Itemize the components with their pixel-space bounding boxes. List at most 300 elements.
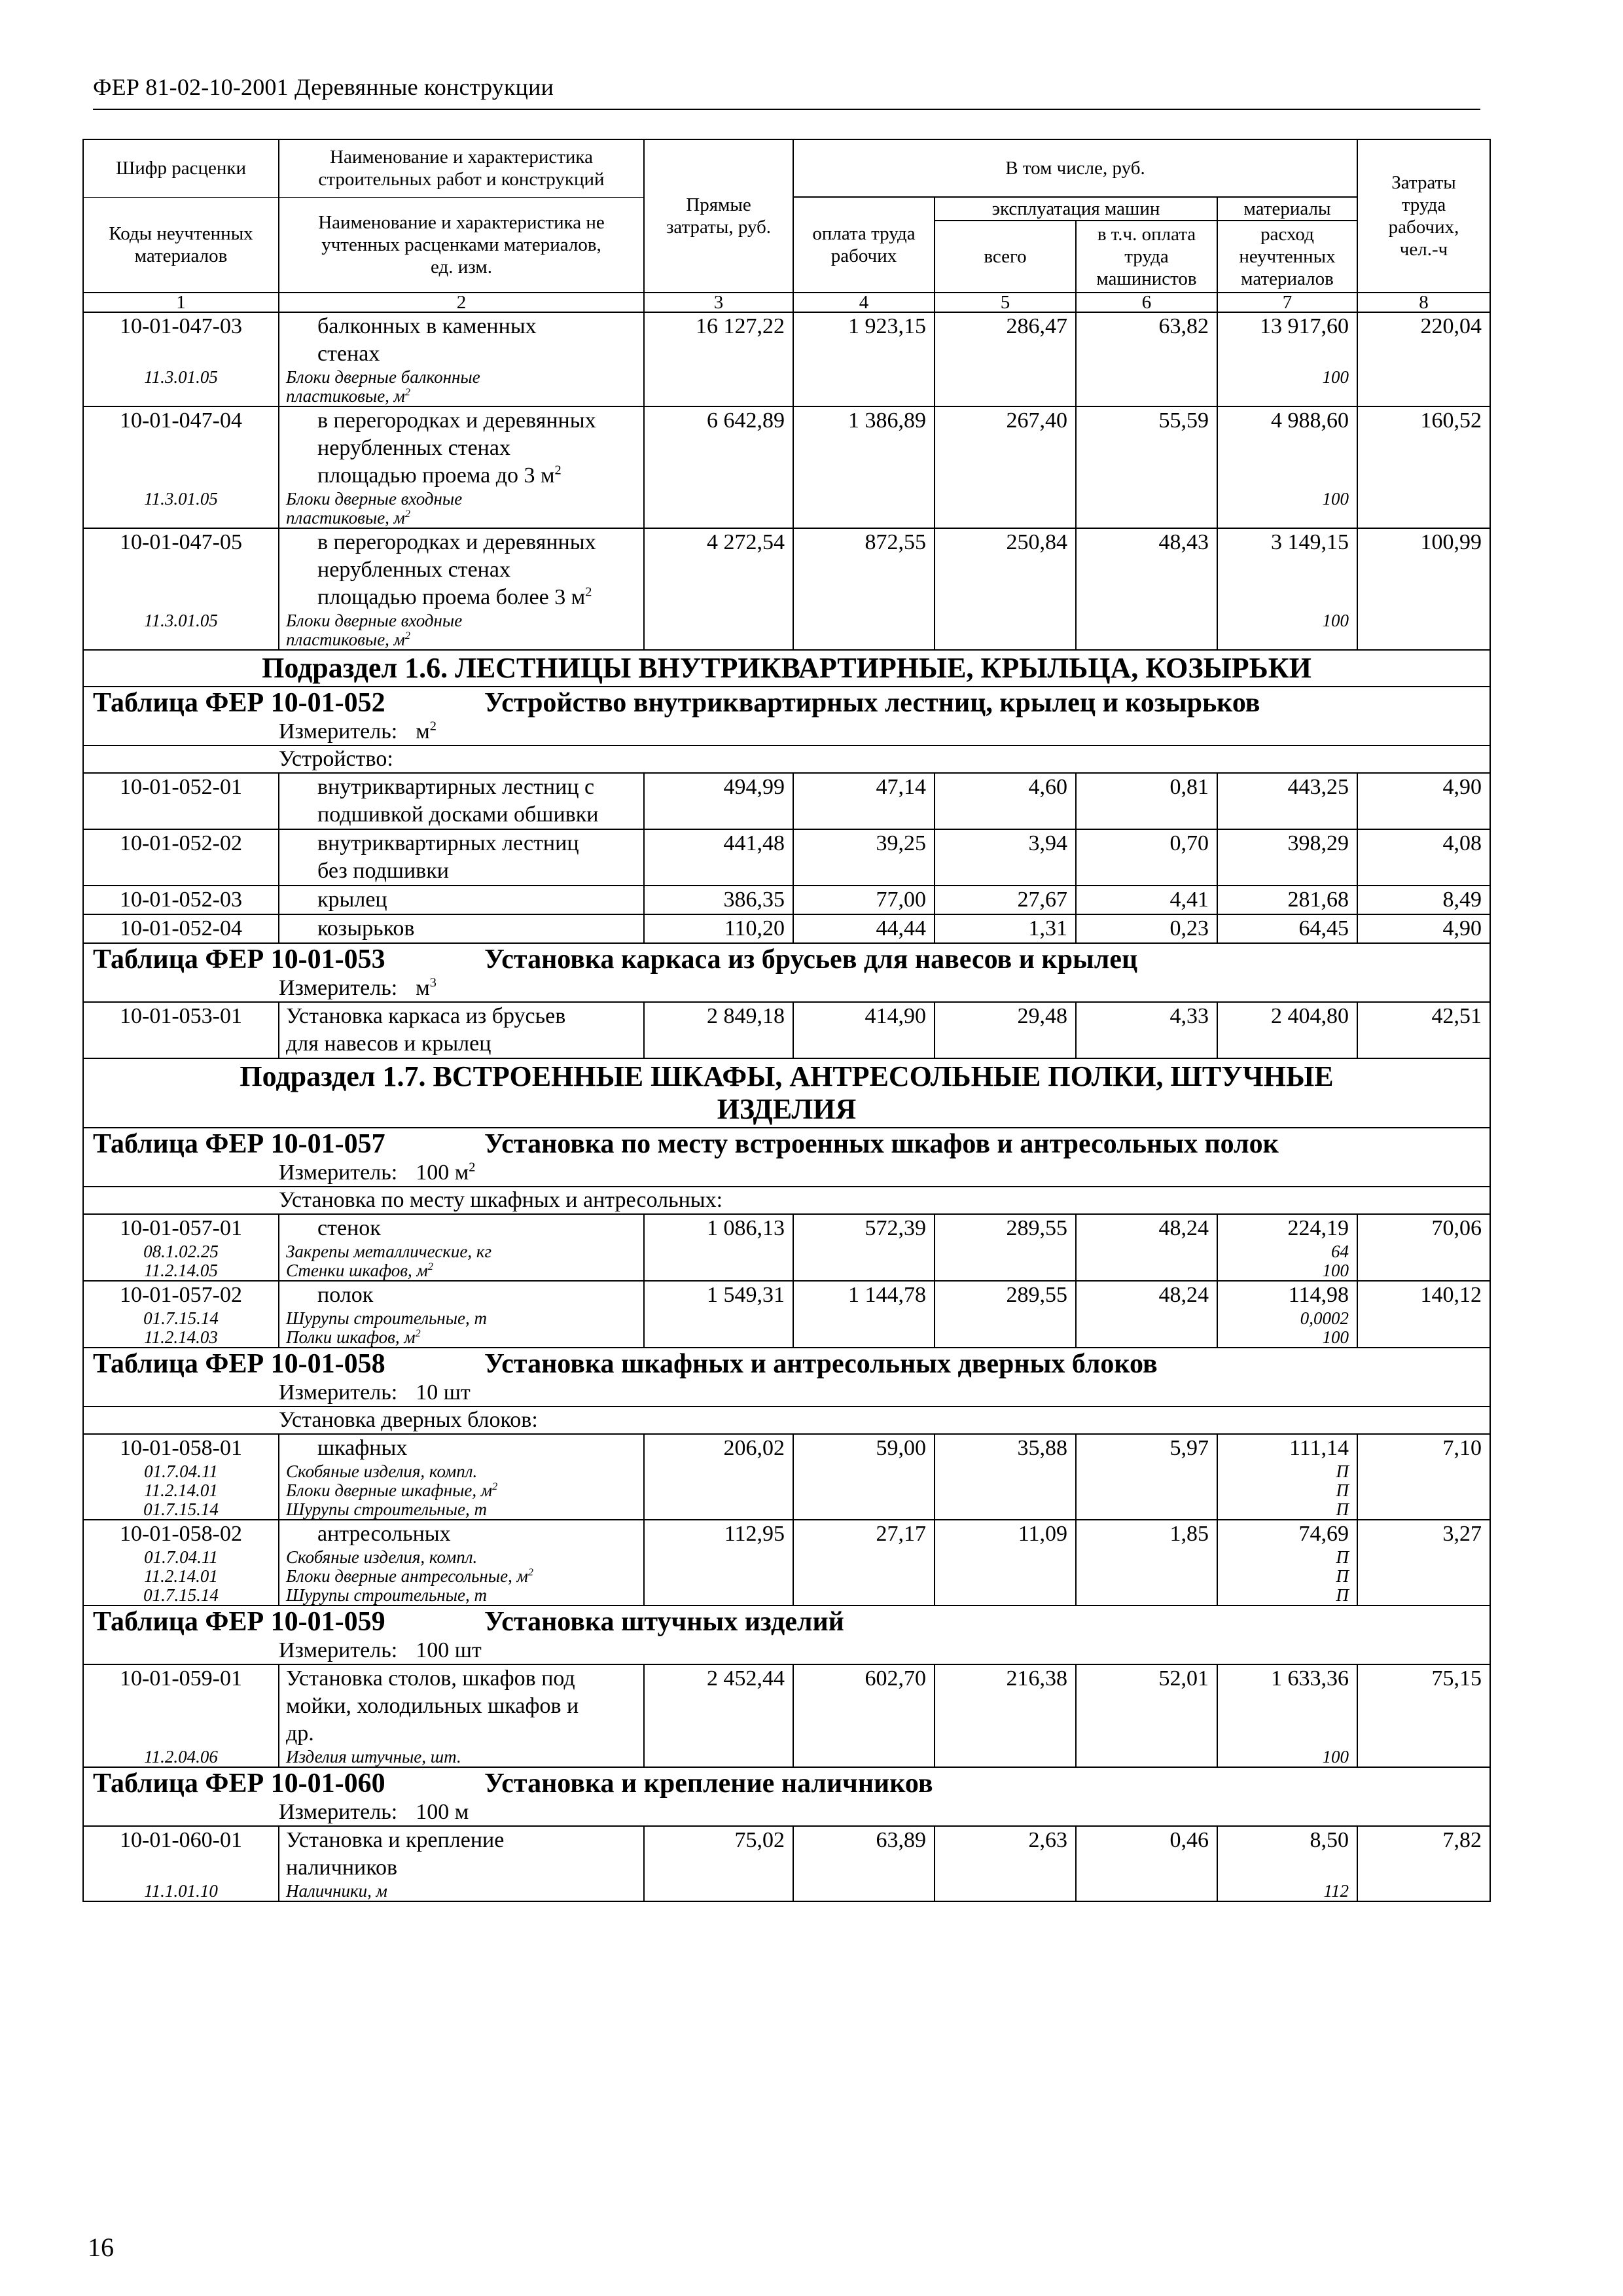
material-code-cell [83,1261,279,1281]
table-row [83,1281,1490,1309]
measure-label: Измеритель: [279,1380,398,1405]
rate-name-line-text: внутриквартирных лестниц [317,831,579,855]
empty-cell [644,1748,793,1767]
material-code-text: 11.2.14.01 [144,1480,218,1500]
material-qty-cell [1217,1586,1357,1605]
measure-value-text: м [416,719,430,744]
material-qty-text: 100 [1322,1747,1349,1767]
table-row [83,1586,1490,1605]
col-number: 4 [793,293,935,312]
rate-name [279,1826,644,1882]
material-name-line [286,630,643,649]
table-row [83,886,1490,914]
direct-cost-cell: 4 272,54 [644,528,793,611]
material-code-cell [83,1748,279,1767]
measure-label: Измеритель: [279,1160,398,1185]
rate-name [279,1281,644,1309]
rate-name-line-text: стенах [317,342,380,366]
table-row [83,975,1490,1002]
table-row [83,1128,1490,1160]
machines-total-cell: 27,67 [935,886,1076,914]
material-qty-text: 112 [1323,1881,1349,1901]
superscript: 2 [427,1261,433,1272]
material-code-cell [83,1586,279,1605]
direct-cost-cell: 1 549,31 [644,1281,793,1309]
machinist-wages-cell: 63,82 [1076,312,1217,368]
hdr-direct-line: Прямые [686,194,751,215]
machines-total-cell: 2,63 [935,1826,1076,1882]
rate-name-line-text: др. [286,1721,314,1746]
material-name-text: Изделия штучные, шт. [286,1747,461,1767]
material-name-text: Шурупы строительные, т [286,1585,487,1605]
empty-cell [1076,1567,1217,1586]
material-code [84,1328,278,1347]
rate-name-line [317,886,643,914]
header-rule [93,109,1480,110]
rate-name-line-text: балконных в каменных [317,314,537,338]
material-code-text: 01.7.04.11 [144,1547,218,1567]
material-qty-text: 100 [1322,1327,1349,1347]
rate-code: 10-01-053-01 [83,1002,279,1058]
rate-name [279,528,644,611]
material-code-text: 11.3.01.05 [144,367,218,387]
wages-cell: 39,25 [793,829,935,886]
empty-cell [644,1882,793,1901]
table-number: Таблица ФЕР 10-01-058 [93,1349,385,1379]
measure-value-text: м [416,976,430,1000]
wages-cell: 572,39 [793,1214,935,1242]
measure-value-text: 10 шт [416,1380,471,1405]
materials-cell: 398,29 [1217,829,1357,886]
materials-cell: 64,45 [1217,914,1357,943]
material-qty-text: 100 [1322,489,1349,509]
material-code-text: 11.2.14.01 [144,1566,218,1586]
empty-cell [1076,611,1217,650]
empty-cell [1357,1586,1490,1605]
measure-value [397,1638,482,1662]
hdr-machines: эксплуатация машин [935,197,1217,221]
material-name-line-text: Блоки дверные входные [286,489,463,509]
rate-code: 10-01-047-03 [83,312,279,368]
labor-cell: 7,10 [1357,1434,1490,1462]
table-title [83,1605,1490,1638]
material-qty-text: П [1336,1480,1349,1500]
rate-name [279,312,644,368]
table-row [83,1160,1490,1187]
table-caption: Установка шкафных и антресольных дверных блоков [484,1349,1158,1379]
materials-cell: 13 917,60 [1217,312,1357,368]
table-row [83,1638,1490,1664]
material-name-line [286,509,643,528]
rate-code: 10-01-058-02 [83,1520,279,1548]
material-name [286,1261,643,1280]
rate-name-line-text: в перегородках и деревянных [317,530,596,554]
rate-code: 10-01-057-02 [83,1281,279,1309]
empty-cell [1357,368,1490,406]
empty-cell [1076,1882,1217,1901]
hdr-materials: материалы [1217,197,1357,221]
table-row [83,368,1490,406]
empty-cell [793,1882,935,1901]
empty-cell [644,1328,793,1348]
rate-name-line-text: мойки, холодильных шкафов и [286,1694,579,1718]
material-name-cell [279,1548,644,1567]
hdr-labor-line: Затраты [1391,172,1456,193]
rate-name [279,1434,644,1462]
empty-cell [935,1548,1076,1567]
rate-name-line-text: без подшивки [317,859,449,883]
table-row [83,914,1490,943]
machinist-wages-cell: 48,24 [1076,1214,1217,1242]
wages-cell: 602,70 [793,1664,935,1748]
rate-code: 10-01-057-01 [83,1214,279,1242]
table-title [83,1128,1490,1160]
empty-cell [935,1242,1076,1261]
measure-row [83,1160,1490,1187]
material-code-text: 11.3.01.05 [144,489,218,509]
section-heading-line [84,1093,1489,1126]
material-code [84,1261,278,1280]
rate-name-line-text: шкафных [317,1436,408,1460]
empty-cell [644,1586,793,1605]
wages-cell: 872,55 [793,528,935,611]
rate-name-line [286,1003,643,1030]
empty-cell [1357,1748,1490,1767]
table-row [83,1748,1490,1767]
material-qty-cell [1217,611,1357,650]
material-code-text: 01.7.15.14 [143,1308,219,1328]
table-row [83,1434,1490,1462]
measure-value [397,719,437,744]
table-row [83,943,1490,975]
table-row [83,1187,1490,1214]
empty-cell [644,490,793,528]
material-qty-text: П [1336,1547,1349,1567]
table-row [83,1767,1490,1799]
machinist-wages-cell: 4,41 [1076,886,1217,914]
machines-total-cell: 4,60 [935,773,1076,829]
table-row [83,1309,1490,1328]
rate-name [279,406,644,490]
rate-name-line [317,407,643,435]
table-row [83,1548,1490,1567]
rate-name-line [317,774,643,801]
table-row [83,719,1490,745]
empty-cell [644,1500,793,1520]
labor-cell: 4,90 [1357,773,1490,829]
hdr-direct [644,139,793,293]
rate-code: 10-01-060-01 [83,1826,279,1882]
material-qty-text: П [1336,1566,1349,1586]
material-qty [1218,368,1357,387]
material-code [84,1748,278,1767]
empty-cell [1357,1548,1490,1567]
table-row [83,1462,1490,1481]
wages-cell: 44,44 [793,914,935,943]
material-code [84,1500,278,1519]
labor-cell: 7,82 [1357,1826,1490,1882]
direct-cost-cell: 441,48 [644,829,793,886]
machinist-wages-cell: 48,24 [1076,1281,1217,1309]
table-number: Таблица ФЕР 10-01-053 [93,944,385,975]
rate-name [279,1520,644,1548]
hdr-labor-line: труда [1401,194,1446,215]
empty-cell [1357,611,1490,650]
rate-name-line [317,857,643,885]
empty-cell [1076,1328,1217,1348]
material-code [84,1548,278,1567]
machinist-wages-cell: 0,23 [1076,914,1217,943]
table-row [83,1826,1490,1882]
rate-name-line-text: нерубленных стенах [317,558,510,582]
labor-cell: 70,06 [1357,1214,1490,1242]
materials-cell: 443,25 [1217,773,1357,829]
table-row [83,312,1490,368]
table-row [83,773,1490,829]
material-qty [1218,490,1357,509]
material-name-cell [279,611,644,650]
table-row [83,1348,1490,1380]
table-row [83,1567,1490,1586]
superscript: 2 [404,630,411,641]
hdr-mat-use-line: материалов [1241,268,1334,289]
material-qty [1218,1567,1357,1586]
material-name-line-text: пластиковые, м [286,630,405,649]
material-qty [1218,1586,1357,1605]
rate-name-line-text: для навесов и крылец [286,1031,491,1056]
material-name-cell [279,1748,644,1767]
material-name-line-text: пластиковые, м [286,386,405,406]
empty-cell [793,1567,935,1586]
rate-name-line [286,1693,643,1720]
superscript: 2 [469,1160,476,1175]
material-name-cell [279,1328,644,1348]
rate-name-line-text: полок [317,1283,374,1307]
table-title [83,943,1490,975]
material-qty [1218,611,1357,630]
rate-name-line [286,1665,643,1693]
material-qty-cell [1217,1500,1357,1520]
material-name-cell [279,1567,644,1586]
material-code-text: 01.7.15.14 [143,1585,219,1605]
empty-cell [644,1567,793,1586]
direct-cost-cell: 112,95 [644,1520,793,1548]
empty-cell [935,1261,1076,1281]
material-name-cell [279,1481,644,1500]
empty-cell [793,1309,935,1328]
material-code-text: 11.3.01.05 [144,611,218,630]
empty-cell [1076,1586,1217,1605]
rate-code: 10-01-047-04 [83,406,279,490]
material-code-cell [83,1882,279,1901]
empty-cell [1076,490,1217,528]
empty-cell [793,1481,935,1500]
measure-value-text: 100 м [416,1160,469,1185]
section-heading [83,1058,1490,1128]
superscript: 2 [404,386,411,398]
empty-cell [1076,1500,1217,1520]
materials-cell: 114,98 [1217,1281,1357,1309]
rate-name [279,914,644,943]
empty-cell [935,1500,1076,1520]
material-name [286,1309,643,1328]
wages-cell: 59,00 [793,1434,935,1462]
table-row [83,1242,1490,1261]
wages-cell: 27,17 [793,1520,935,1548]
superscript: 3 [429,975,437,990]
empty-cell [1357,1261,1490,1281]
empty-cell [793,1586,935,1605]
table-row [83,829,1490,886]
rate-name-line [286,1854,643,1882]
material-qty [1218,1882,1357,1901]
empty-cell [793,1748,935,1767]
rate-code: 10-01-047-05 [83,528,279,611]
material-name-text: Блоки дверные шкафные, м [286,1480,493,1500]
empty-cell [935,1882,1076,1901]
labor-cell: 42,51 [1357,1002,1490,1058]
material-qty-cell [1217,1309,1357,1328]
table-row [83,1380,1490,1407]
rate-name-line-text: Установка и крепление [286,1828,505,1852]
superscript: 2 [404,508,411,520]
labor-cell: 140,12 [1357,1281,1490,1309]
material-name-text: Блоки дверные антресольные, м [286,1566,528,1586]
direct-cost-cell: 2 849,18 [644,1002,793,1058]
material-code-text: 11.2.04.06 [144,1747,218,1767]
labor-cell: 4,90 [1357,914,1490,943]
material-code-text: 08.1.02.25 [143,1242,219,1261]
empty-cell [1076,1748,1217,1767]
wages-cell: 1 144,78 [793,1281,935,1309]
material-code-text: 11.2.14.03 [144,1327,218,1347]
rate-name-line [317,915,643,942]
machines-total-cell: 250,84 [935,528,1076,611]
labor-cell: 75,15 [1357,1664,1490,1748]
material-qty [1218,1481,1357,1500]
materials-cell: 2 404,80 [1217,1002,1357,1058]
material-name-line [286,387,643,406]
material-qty-text: 100 [1322,611,1349,630]
table-caption: Установка каркаса из брусьев для навесов и крылец [484,944,1138,975]
empty-cell [1076,368,1217,406]
material-name-cell [279,368,644,406]
rate-name-line [286,1030,643,1058]
rate-name-line [286,1827,643,1854]
direct-cost-cell: 75,02 [644,1826,793,1882]
empty-cell [1357,1242,1490,1261]
table-number: Таблица ФЕР 10-01-057 [93,1129,385,1159]
hdr-code: Шифр расценки [83,139,279,197]
empty-cell [793,1462,935,1481]
material-code-cell [83,1500,279,1520]
machines-total-cell: 267,40 [935,406,1076,490]
group-label: Установка дверных блоков: [83,1407,1490,1434]
material-code [84,490,278,509]
hdr-total: всего [935,221,1076,293]
machinist-wages-cell: 1,85 [1076,1520,1217,1548]
rate-name-line-text: наличников [286,1856,398,1880]
material-code [84,1309,278,1328]
labor-cell: 220,04 [1357,312,1490,368]
hdr-name-line: Наименование и характеристика [330,147,593,168]
labor-cell: 100,99 [1357,528,1490,611]
table-row [83,1799,1490,1826]
hdr-labor-line: рабочих, [1388,217,1459,238]
materials-cell: 4 988,60 [1217,406,1357,490]
machines-total-cell: 286,47 [935,312,1076,368]
material-qty-cell [1217,1567,1357,1586]
rate-code: 10-01-059-01 [83,1664,279,1748]
empty-cell [644,1462,793,1481]
empty-cell [1357,1500,1490,1520]
table-caption: Установка и крепление наличников [484,1768,933,1799]
material-qty-cell [1217,1548,1357,1567]
material-code-cell [83,1328,279,1348]
rate-name-line [317,462,643,490]
rate-name-line-text: в перегородках и деревянных [317,408,596,433]
material-qty-cell [1217,368,1357,406]
rate-name-line [317,584,643,611]
measure-label: Измеритель: [279,1638,398,1662]
rate-name-line [286,1720,643,1748]
table-number: Таблица ФЕР 10-01-052 [93,688,385,718]
table-caption: Установка по месту встроенных шкафов и антресольных полок [484,1129,1279,1159]
table-row [83,1407,1490,1434]
hdr-wages-line: оплата труда [812,223,916,244]
measure-value [397,976,437,1000]
material-name-text: Закрепы металлические, кг [286,1242,492,1261]
machinist-wages-cell: 0,81 [1076,773,1217,829]
material-qty-cell [1217,1328,1357,1348]
measure-label: Измеритель: [279,976,398,1000]
table-row [83,1261,1490,1281]
table-row [83,1605,1490,1638]
empty-cell [644,1261,793,1281]
hdr-wages-line: рабочих [830,245,897,266]
hdr-mach-wages-line: в т.ч. оплата [1097,224,1196,245]
group-label: Устройство: [83,745,1490,773]
table-number: Таблица ФЕР 10-01-059 [93,1607,385,1637]
material-code [84,1481,278,1500]
col-number: 2 [279,293,644,312]
measure-value [397,1800,469,1824]
wages-cell: 47,14 [793,773,935,829]
empty-cell [1357,1309,1490,1328]
table-row [83,1520,1490,1548]
material-code-text: 11.1.01.10 [144,1881,218,1901]
empty-cell [644,1548,793,1567]
material-code-cell [83,611,279,650]
machines-total-cell: 216,38 [935,1664,1076,1748]
empty-cell [1357,1462,1490,1481]
labor-cell: 4,08 [1357,829,1490,886]
superscript: 2 [429,719,437,734]
rate-name-line [317,830,643,857]
material-name-line-text: Блоки дверные входные [286,611,463,630]
material-name-cell [279,490,644,528]
material-name-line-text: пластиковые, м [286,508,405,528]
materials-cell: 281,68 [1217,886,1357,914]
empty-cell [1357,1882,1490,1901]
machines-total-cell: 11,09 [935,1520,1076,1548]
material-code [84,368,278,387]
material-name-cell [279,1462,644,1481]
materials-cell: 8,50 [1217,1826,1357,1882]
machinist-wages-cell: 52,01 [1076,1664,1217,1748]
machines-total-cell: 35,88 [935,1434,1076,1462]
empty-cell [793,490,935,528]
